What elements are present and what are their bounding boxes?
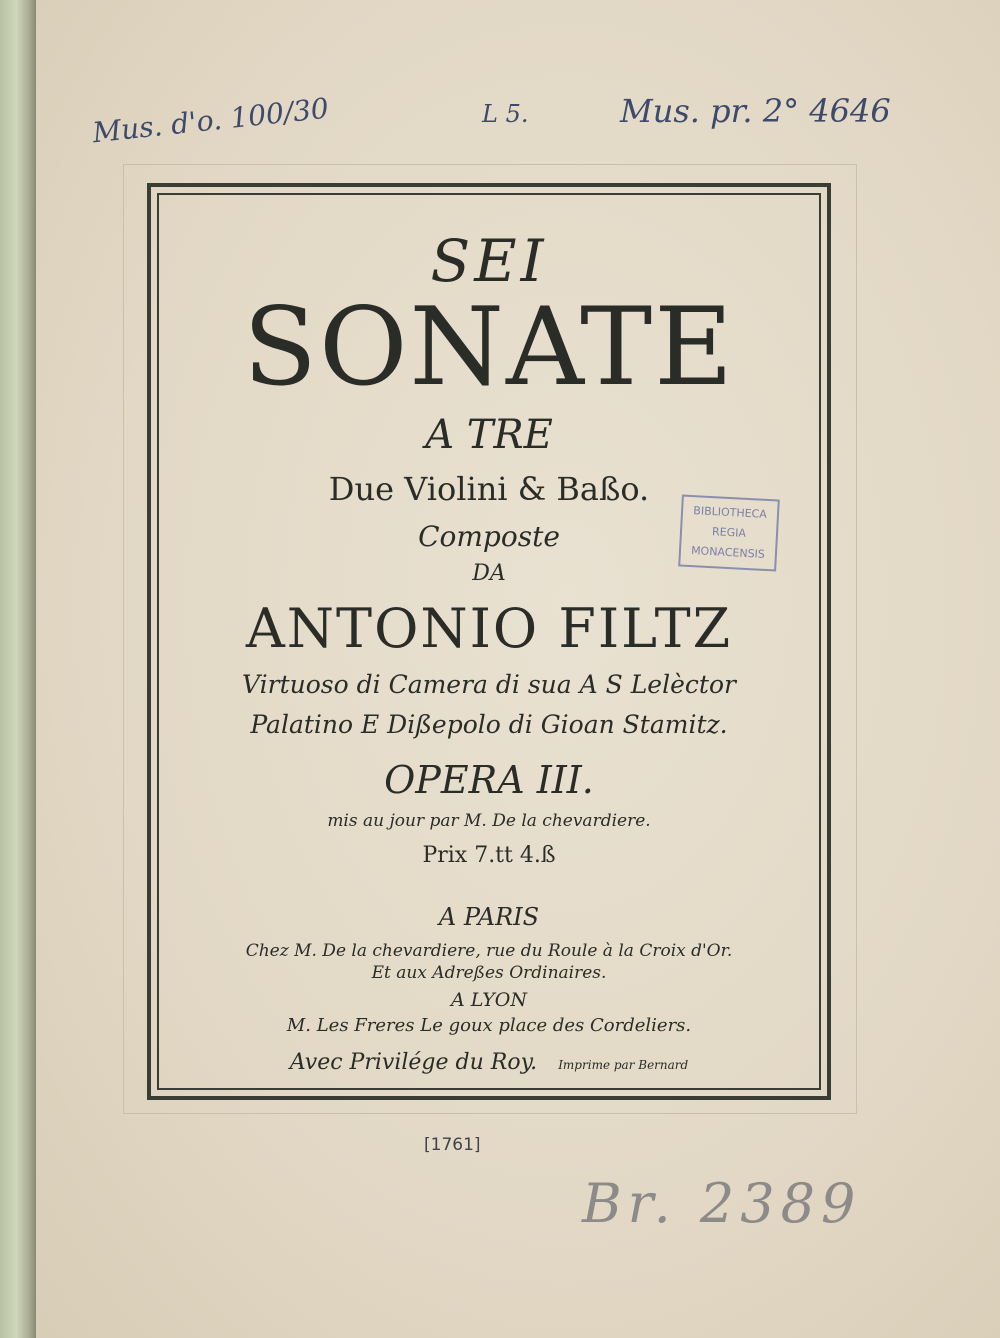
composer-description-1: Virtuoso di Camera di sua A S Lelèctor [242,670,736,699]
instrumentation: Due Violini & Baßo. [328,470,650,508]
binding-spine [0,0,36,1338]
address-paris: Chez M. De la chevardiere, rue du Roule à la Croix d'Or. [245,941,733,961]
city-paris: A PARIS [438,903,540,931]
price: Prix 7.tt 4.ß [422,843,556,868]
shelfmark-right: Mus. pr. 2° 4646 [620,92,891,130]
opus-number: OPERA III. [384,758,594,802]
stamp-line-3: MONACENSIS [690,544,766,561]
shelfmark-left: Mus. d'o. 100/30 [90,91,331,150]
da: DA [472,561,506,586]
privilege-text: Avec Privilége du Roy. [289,1050,538,1075]
title-sonate: SONATE [243,285,735,410]
title-a-tre: A TRE [425,412,553,458]
stamp-line-1: BIBLIOTHECA [693,504,768,521]
composer-description-2: Palatino E Dißepolo di Gioan Stamitz. [250,710,728,739]
city-lyon: A LYON [451,989,527,1011]
address-ordinaires: Et aux Adreßes Ordinaires. [371,963,607,983]
handwritten-mark-center: L 5. [482,100,529,128]
date-bracket: [1761] [424,1135,481,1155]
composer-name: ANTONIO FILTZ [245,597,733,660]
stamp-line-2: REGIA [711,525,747,540]
privilege-line [160,1050,818,1075]
publisher-note: mis au jour par M. De la chevardiere. [327,811,651,831]
library-stamp [678,494,780,571]
bottom-pencil-number: Br. 2389 [582,1172,862,1235]
composte: Composte [418,520,560,553]
title-sei: SEI [430,227,548,295]
address-lyon: M. Les Freres Le goux place des Cordeliers. [286,1015,692,1036]
printer-credit: Imprime par Bernard [558,1058,689,1072]
